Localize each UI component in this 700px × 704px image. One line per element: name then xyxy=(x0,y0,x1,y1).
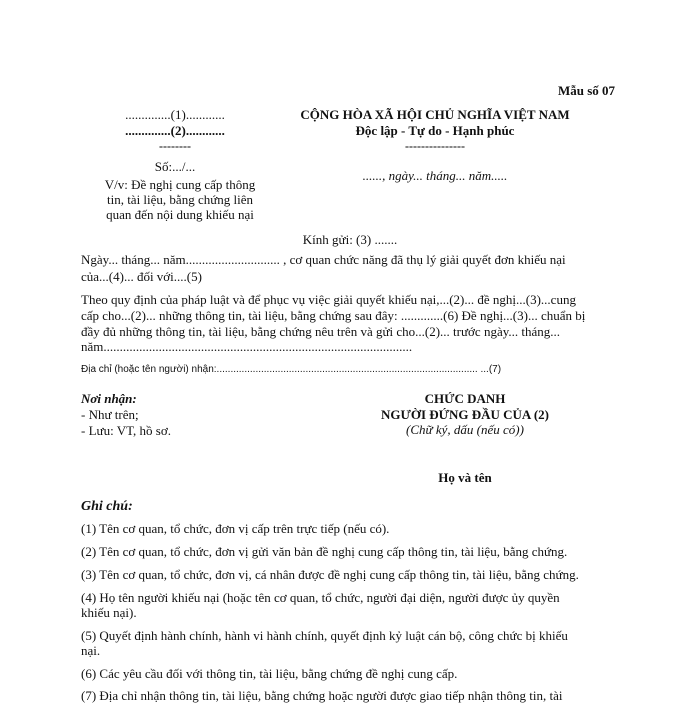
paragraph2-line3: đầy đủ những thông tin, tài liệu, bằng chứng nêu trên và gửi cho...(2)... trước ngày... tháng... xyxy=(81,324,561,339)
note-item: (5) Quyết định hành chính, hành vi hành chính, quyết định kỷ luật cán bộ, công chức bị khiếu xyxy=(81,628,568,643)
place-date: ......, ngày... tháng... năm..... xyxy=(362,168,508,183)
signer-name: Họ và tên xyxy=(438,470,492,485)
note-item: (6) Các yêu cầu đối với thông tin, tài liệu, bằng chứng đề nghị cung cấp. xyxy=(81,666,458,681)
subject-line-3: quan đến nội dung khiếu nại xyxy=(106,207,254,222)
recipient-item: - Lưu: VT, hồ sơ. xyxy=(81,423,171,438)
issuing-authority-line2: ..............(2)............ xyxy=(125,123,225,138)
right-divider: --------------- xyxy=(405,139,465,153)
note-item-continuation: nại. xyxy=(81,643,101,658)
country-name: CỘNG HÒA XÃ HỘI CHỦ NGHĨA VIỆT NAM xyxy=(300,107,570,122)
kinh-gui: Kính gửi: (3) ....... xyxy=(302,232,398,247)
recipient-item: - Như trên; xyxy=(81,407,139,422)
signature-subtitle: NGƯỜI ĐỨNG ĐẦU CỦA (2) xyxy=(380,407,550,422)
address-line: Địa chỉ (hoặc tên người) nhận:.............................................................................................. ...(7) xyxy=(81,364,502,375)
signature-note: (Chữ ký, dấu (nếu có)) xyxy=(406,422,524,437)
form-number: Mẫu số 07 xyxy=(558,83,616,98)
national-motto: Độc lập - Tự do - Hạnh phúc xyxy=(355,123,515,138)
note-item: (1) Tên cơ quan, tổ chức, đơn vị cấp trên trực tiếp (nếu có). xyxy=(81,521,390,536)
note-item: (4) Họ tên người khiếu nại (hoặc tên cơ quan, tổ chức, người đại diện, người được ủy quyền xyxy=(81,590,560,605)
note-item: (3) Tên cơ quan, tổ chức, đơn vị, cá nhân được đề nghị cung cấp thông tin, tài liệu, bằng chứng. xyxy=(81,567,579,582)
issuing-authority-line1: ..............(1)............ xyxy=(125,107,225,122)
paragraph1-line2: của...(4)... đối với....(5) xyxy=(81,269,202,284)
signature-title: CHỨC DANH xyxy=(424,391,506,406)
paragraph2-line1: Theo quy định của pháp luật và để phục vụ việc giải quyết khiếu nại,...(2)... đề nghị...(3)...cung xyxy=(81,292,576,307)
left-divider: -------- xyxy=(159,139,191,153)
note-item-continuation: khiếu nại). xyxy=(81,605,137,620)
recipients-title: Nơi nhận: xyxy=(81,391,137,406)
notes-title: Ghi chú: xyxy=(81,499,133,514)
note-item: (2) Tên cơ quan, tổ chức, đơn vị gửi văn bản đề nghị cung cấp thông tin, tài liệu, bằng chứng. xyxy=(81,544,568,559)
document-number: Số:.../... xyxy=(154,159,196,174)
paragraph2-line4: năm............................................................................................... xyxy=(81,339,413,354)
note-item: (7) Địa chỉ nhận thông tin, tài liệu, bằng chứng hoặc người được giao tiếp nhận thông tin, tài xyxy=(81,688,563,703)
paragraph2-line2: cấp cho...(2)... những thông tin, tài liệu, bằng chứng sau đây: .............(6) Đề nghị...(3)... chuẩn bị xyxy=(81,308,586,323)
subject-line-2: tin, tài liệu, bằng chứng liên xyxy=(106,192,254,207)
paragraph1-line1: Ngày... tháng... năm............................. , cơ quan chức năng đã thụ lý giải quyết đơn khiếu nại xyxy=(81,252,566,267)
subject-line-1: V/v: Đề nghị cung cấp thông xyxy=(104,177,256,192)
